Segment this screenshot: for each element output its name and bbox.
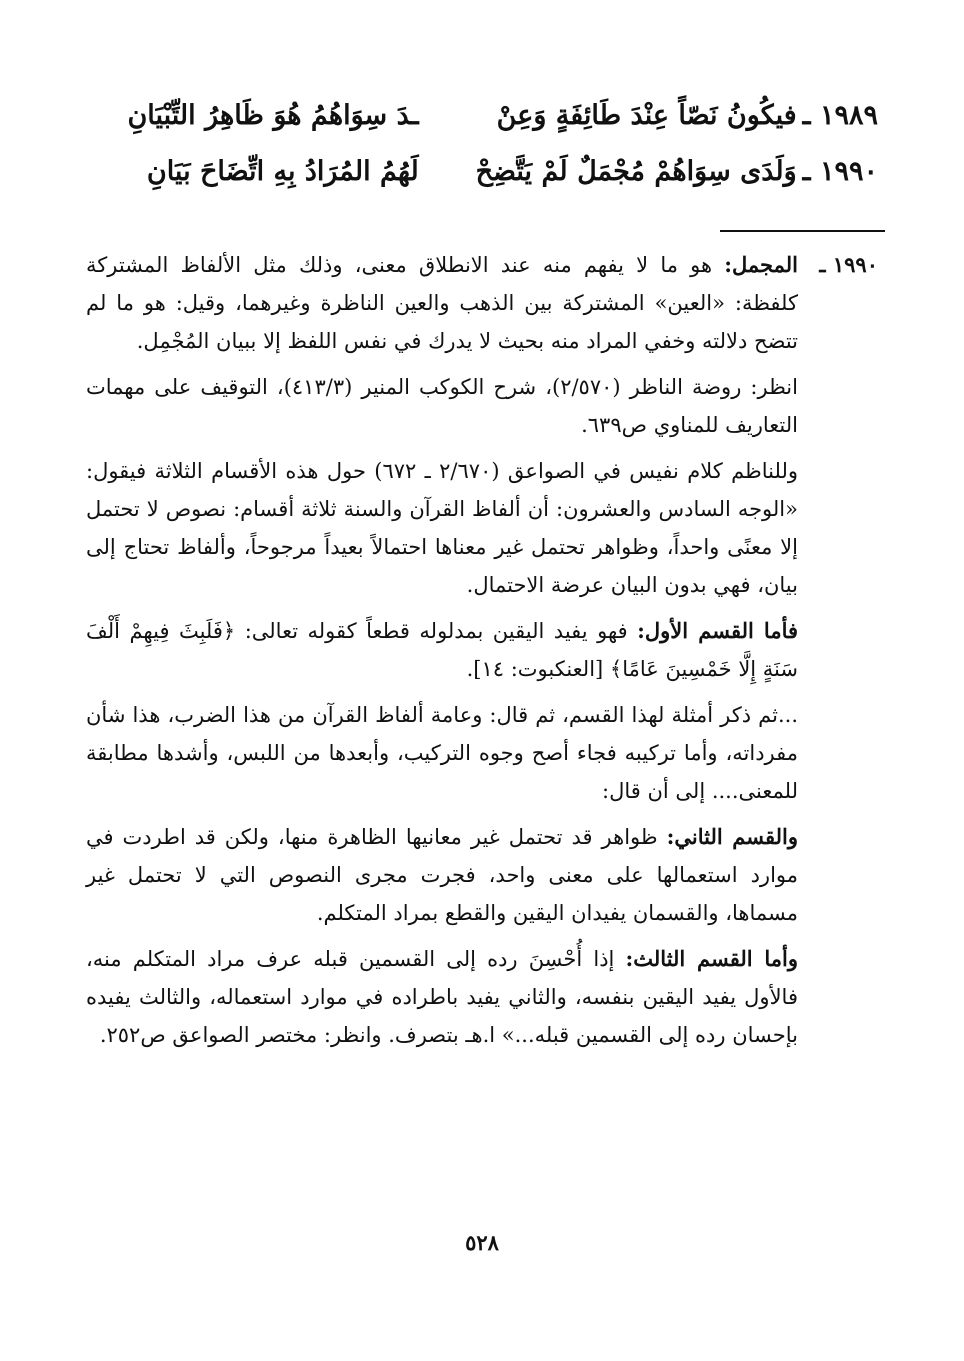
verse-line bbox=[78, 156, 878, 212]
verse-block bbox=[78, 100, 878, 212]
footnote-paragraph bbox=[86, 696, 798, 810]
paragraph-text: ...ثم ذكر أمثلة لهذا القسم، ثم قال: وعامة ألفاظ القرآن من هذا الضرب، هذا شأن مفرداته، وأما تركيبه فجاء أصح وجوه التركيب، وأبعدها من اللبس، وأشدها مطابقة للمعنى.... إلى أن قال: bbox=[86, 703, 798, 803]
footnote bbox=[86, 246, 878, 1062]
verse-line bbox=[78, 100, 878, 156]
verse-number: ١٩٩٠ ـ bbox=[802, 156, 878, 187]
paragraph-text: وللناظم كلام نفيس في الصواعق (٢/٦٧٠ ـ ٦٧٢) حول هذه الأقسام الثلاثة فيقول: «الوجه السادس والعشرون: أن ألفاظ القرآن والسنة ثلاثة أقسام: نصوص لا تحتمل إلا معنًى واحداً، وظواهر تحتمل غير معناها احتمالاً بعيداً مرجوحاً، وألفاظ تحتاج إلى بيان، فهي بدون البيان عرضة الاحتمال. bbox=[86, 459, 798, 597]
footnote-number: ١٩٩٠ ـ bbox=[819, 252, 878, 277]
verse-number: ١٩٨٩ ـ bbox=[802, 100, 878, 131]
verse-second-hemistich: ـدَ سِوَاهُمُ هُوَ ظَاهِرُ التِّبْيَانِ bbox=[127, 100, 419, 131]
page-number: ٥٢٨ bbox=[465, 1230, 499, 1255]
footnote-section bbox=[86, 246, 878, 1062]
paragraph-text: ظواهر قد تحتمل غير معانيها الظاهرة منها، ولكن قد اطردت في موارد استعمالها على معنى واحد، فجرت مجرى النصوص التي لا تحتمل غير مسماها، والقسمان يفيدان اليقين والقطع بمراد المتكلم. bbox=[86, 825, 798, 925]
term-heading: المجمل: bbox=[724, 252, 798, 277]
footnote-paragraph bbox=[86, 246, 798, 360]
footnote-paragraph bbox=[86, 452, 798, 604]
footnote-paragraph bbox=[86, 612, 798, 688]
paragraph-text: انظر: روضة الناظر (٢/٥٧٠)، شرح الكوكب المنير (٤١٣/٣)، التوقيف على مهمات التعاريف للمناوي ص٦٣٩. bbox=[86, 375, 798, 437]
section-heading: وأما القسم الثالث: bbox=[625, 946, 798, 971]
footnote-separator bbox=[720, 230, 885, 232]
verse-second-hemistich: لَهُمُ المُرَادُ بِهِ اتِّضَاحَ بَيَانِ bbox=[146, 156, 419, 187]
paragraph-text: هو ما لا يفهم منه عند الانطلاق معنى، وذلك مثل الألفاظ المشتركة كلفظة: «العين» المشتركة بين الذهب والعين الناظرة وغيرهما، وقيل: هو ما لم تتضح دلالته وخفي المراد منه بحيث لا يدرك في نفس اللفظ إلا ببيان المُجْمِل. bbox=[86, 253, 798, 353]
section-heading: والقسم الثاني: bbox=[666, 824, 799, 849]
verse-first-hemistich: وَلَدَى سِوَاهُمْ مُجْمَلٌ لَمْ يَتَّضِحْ bbox=[475, 156, 797, 187]
verse-first-hemistich: فيكُونُ نَصّاً عِنْدَ طَائِفَةٍ وَعِنْ bbox=[496, 100, 797, 131]
footnote-paragraph bbox=[86, 940, 798, 1054]
footnote-paragraph bbox=[86, 368, 798, 444]
footnote-body bbox=[86, 246, 798, 1062]
footnote-paragraph bbox=[86, 818, 798, 932]
section-heading: فأما القسم الأول: bbox=[637, 618, 798, 643]
paragraph-text: فهو يفيد اليقين بمدلوله قطعاً كقوله تعالى: ﴿فَلَبِثَ فِيهِمْ أَلْفَ سَنَةٍ إِلَّا خَمْسِينَ عَامًا﴾ [العنكبوت: ١٤]. bbox=[86, 619, 798, 681]
paragraph-text: إذا أُحْسِنَ رده إلى القسمين قبله عرف مراد المتكلم منه، فالأول يفيد اليقين بنفسه، والثاني يفيد باطراده في موارد استعماله، والثالث يفيده بإحسان رده إلى القسمين قبله...» ا.هـ بتصرف. وانظر: مختصر الصواعق ص٢٥٢. bbox=[86, 947, 798, 1047]
